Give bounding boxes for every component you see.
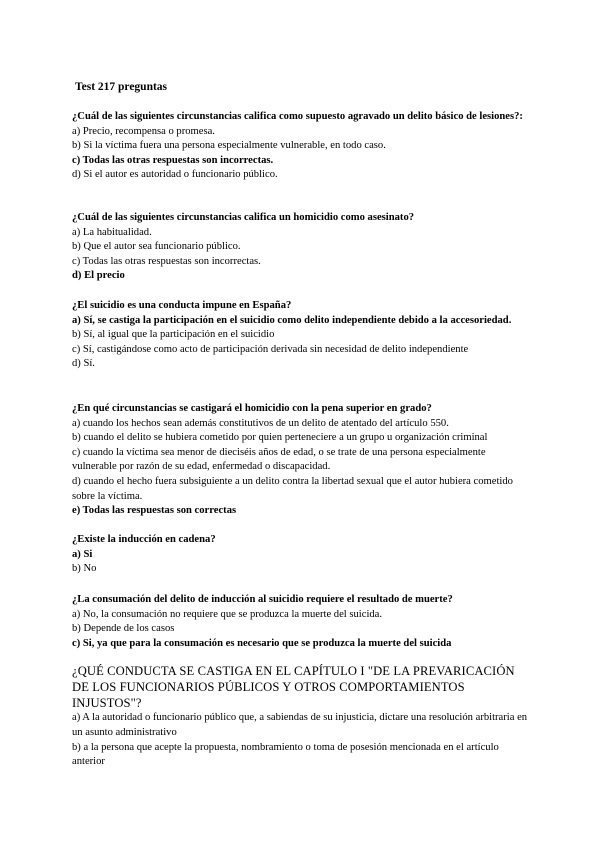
question-block	[72, 593, 530, 651]
question-text: ¿Existe la inducción en cadena?	[72, 534, 216, 545]
question-text: ¿El suicidio es una conducta impune en España?	[72, 300, 292, 311]
answer-option: d) Si el autor es autoridad o funcionario público.	[72, 169, 278, 181]
answer-option-correct: a) Sí, se castiga la participación en el suicidio como delito independiente debido a la accesoriedad.	[72, 314, 512, 326]
question-block	[72, 664, 530, 770]
answer-option: b) Si la víctima fuera una persona especialmente vulnerable, en todo caso.	[72, 140, 386, 152]
answer-option: c) Todas las otras respuestas son incorrectas.	[72, 255, 261, 267]
question-text: ¿Cuál de las siguientes circunstancias califica como supuesto agravado un delito básico de lesiones?:	[72, 111, 523, 122]
question-block	[72, 299, 530, 372]
answer-option: b) a la persona que acepte la propuesta, nombramiento o toma de posesión mencionada en el artículo anterior	[72, 741, 499, 768]
answer-option: d) cuando el hecho fuera subsiguiente a un delito contra la libertad sexual que el autor hubiera cometido sobre la víctima.	[72, 475, 513, 502]
answer-option-correct: e) Todas las respuestas son correctas	[72, 505, 237, 517]
answer-option: b) No	[72, 563, 97, 575]
answer-option: b) Sí, al igual que la participación en el suicidio	[72, 329, 275, 341]
answer-option: d) Sí.	[72, 358, 95, 370]
answer-option-correct: c) Si, ya que para la consumación es necesario que se produzca la muerte del suicida	[72, 637, 452, 649]
answer-option: a) No, la consumación no requiere que se produzca la muerte del suicida.	[72, 608, 383, 620]
answer-option: c) Sí, castigándose como acto de participación derivada sin necesidad de delito independiente	[72, 343, 469, 355]
answer-option-correct: a) Si	[72, 548, 93, 560]
answer-option: a) A la autoridad o funcionario público que, a sabiendas de su injusticia, dictare una resolución arbitraria en un asunto administrativo	[72, 712, 528, 738]
question-text: ¿QUÉ CONDUCTA SE CASTIGA EN EL CAPÍTULO I "DE LA PREVARICACIÓN DE LOS FUNCIONARIOS PÚBLICOS Y OTROS COMPORTAMIENTOS INJUSTOS"?	[72, 664, 515, 710]
question-text: ¿La consumación del delito de inducción al suicidio requiere el resultado de muerte?	[72, 594, 453, 605]
answer-option: b) Que el autor sea funcionario público.	[72, 241, 241, 253]
answer-option-correct: d) El precio	[72, 270, 125, 282]
answer-option: b) Depende de los casos	[72, 623, 175, 635]
question-block	[72, 110, 530, 183]
question-block	[72, 402, 530, 519]
answer-option: a) cuando los hechos sean además constitutivos de un delito de atentado del artículo 550.	[72, 417, 449, 429]
question-text: ¿En qué circunstancias se castigará el homicidio con la pena superior en grado?	[72, 403, 432, 414]
answer-option: c) cuando la víctima sea menor de dieciséis años de edad, o se trate de una persona especialmente vulnerable por razón de su edad, enfermedad o discapacidad.	[72, 446, 486, 473]
document-title: Test 217 preguntas	[75, 81, 168, 93]
question-block	[72, 211, 530, 284]
answer-option: b) cuando el delito se hubiera cometido por quien perteneciere a un grupo u organización criminal	[72, 432, 488, 444]
question-block	[72, 533, 530, 577]
question-text: ¿Cuál de las siguientes circunstancias califica un homicidio como asesinato?	[72, 212, 415, 223]
answer-option: a) Precio, recompensa o promesa.	[72, 125, 215, 137]
answer-option: a) La habitualidad.	[72, 226, 152, 238]
answer-option-correct: c) Todas las otras respuestas son incorrectas.	[72, 154, 274, 166]
